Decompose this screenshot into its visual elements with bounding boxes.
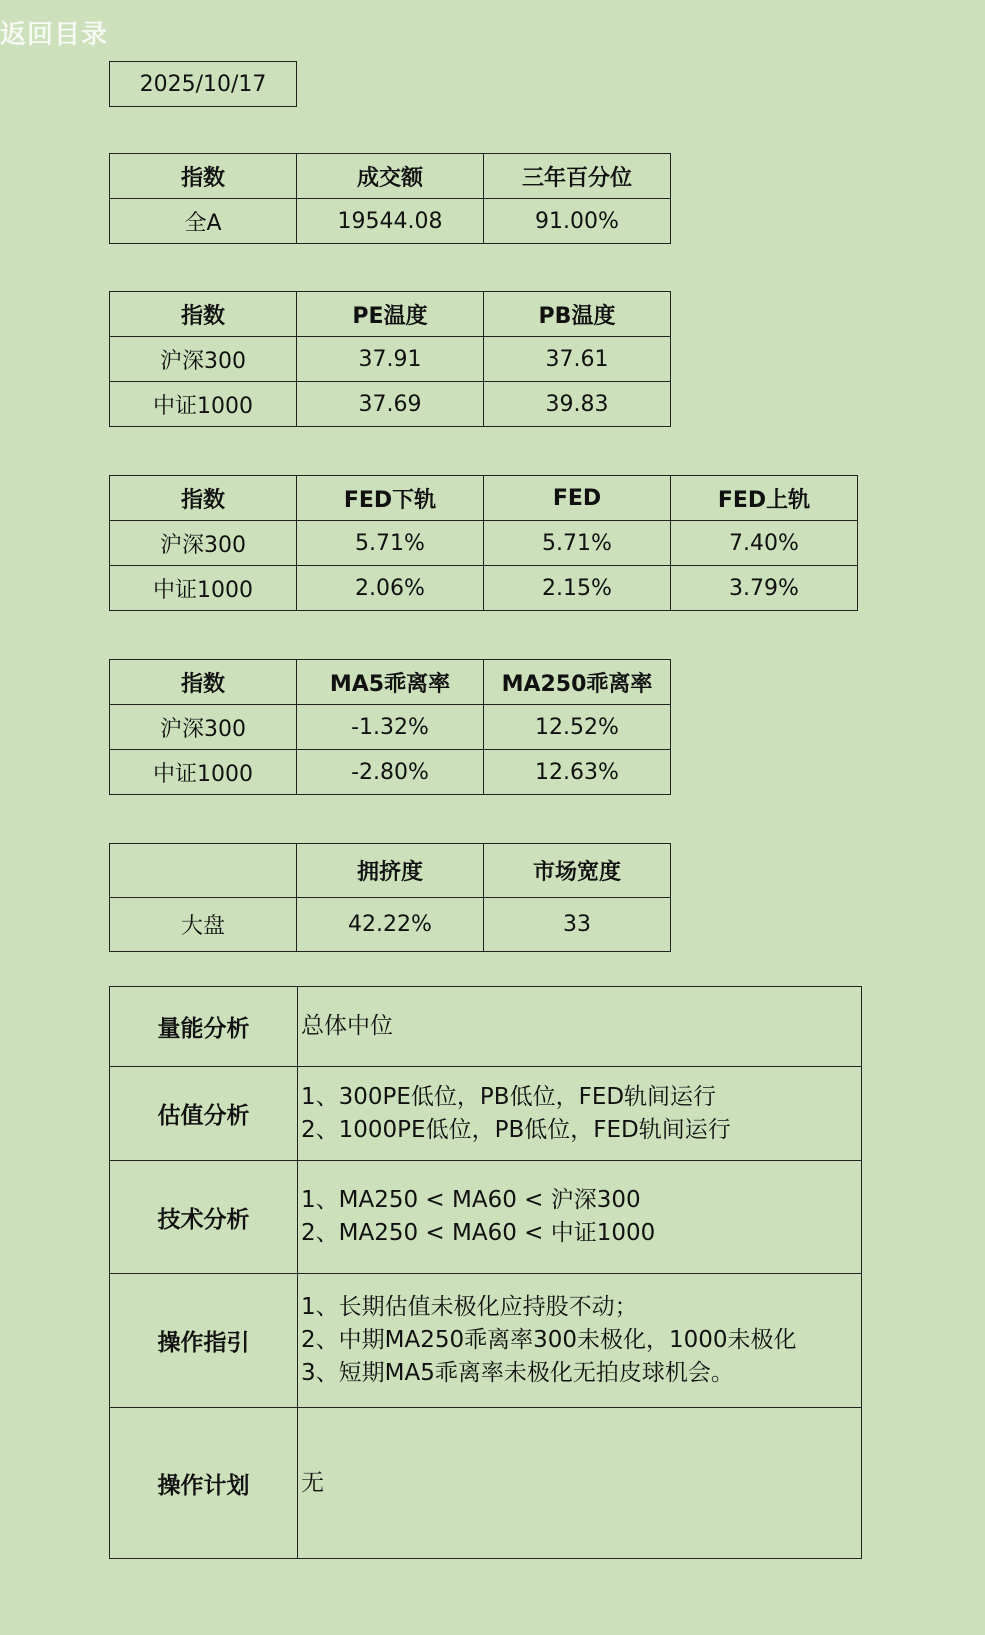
- analysis-row-plan: [110, 1408, 862, 1559]
- header-cell: PB温度: [484, 292, 671, 337]
- analysis-content: [298, 1274, 862, 1408]
- analysis-label: 操作指引: [110, 1274, 298, 1408]
- header-cell: 拥挤度: [297, 844, 484, 898]
- analysis-line: 总体中位: [301, 1013, 393, 1039]
- table-cell: 大盘: [110, 898, 297, 952]
- analysis-content: [298, 1408, 862, 1559]
- table-row: [110, 898, 671, 952]
- analysis-line: 1、MA250 < MA60 < 沪深300: [301, 1187, 641, 1213]
- back-to-contents-link[interactable]: 返回目录: [0, 20, 109, 50]
- table-row: [110, 566, 858, 611]
- table-cell: 5.71%: [484, 521, 671, 566]
- header-cell: 指数: [110, 154, 297, 199]
- analysis-line: 无: [301, 1469, 324, 1496]
- deviation-table: [109, 659, 671, 795]
- table-cell: 3.79%: [671, 566, 858, 611]
- header-cell: FED下轨: [297, 476, 484, 521]
- table-header-row: [110, 476, 858, 521]
- header-cell: MA250乖离率: [484, 660, 671, 705]
- analysis-row-technical: [110, 1161, 862, 1274]
- table-cell: 7.40%: [671, 521, 858, 566]
- table-cell: 39.83: [484, 382, 671, 427]
- analysis-line: 2、MA250 < MA60 < 中证1000: [301, 1220, 656, 1246]
- table-cell: 37.61: [484, 337, 671, 382]
- analysis-line: 3、短期MA5乖离率未极化无拍皮球机会。: [301, 1360, 734, 1386]
- table-row: [110, 705, 671, 750]
- analysis-line: 2、1000PE低位，PB低位，FED轨间运行: [301, 1116, 731, 1143]
- table-header-row: [110, 292, 671, 337]
- temperature-table: [109, 291, 671, 427]
- analysis-table: [109, 986, 862, 1559]
- header-cell: FED上轨: [671, 476, 858, 521]
- analysis-label: 估值分析: [110, 1067, 298, 1161]
- table-row: [110, 337, 671, 382]
- header-cell: 指数: [110, 292, 297, 337]
- header-cell: PE温度: [297, 292, 484, 337]
- analysis-row-valuation: [110, 1067, 862, 1161]
- table-cell: 中证1000: [110, 566, 297, 611]
- table-header-row: [110, 844, 671, 898]
- table-cell: 2.15%: [484, 566, 671, 611]
- table-cell: 12.52%: [484, 705, 671, 750]
- table-cell: 33: [484, 898, 671, 952]
- table-cell: 5.71%: [297, 521, 484, 566]
- analysis-line: 2、中期MA250乖离率300未极化，1000未极化: [301, 1327, 797, 1353]
- analysis-content: [298, 1067, 862, 1161]
- table-header-row: [110, 154, 671, 199]
- table-cell: 19544.08: [297, 199, 484, 244]
- table-cell: 中证1000: [110, 750, 297, 795]
- header-cell: 指数: [110, 660, 297, 705]
- table-row: [110, 750, 671, 795]
- analysis-label: 量能分析: [110, 987, 298, 1067]
- crowding-table: [109, 843, 671, 952]
- table-cell: 沪深300: [110, 337, 297, 382]
- header-cell: FED: [484, 476, 671, 521]
- fed-table: [109, 475, 858, 611]
- report-date: 2025/10/17: [109, 61, 297, 107]
- table-cell: 37.91: [297, 337, 484, 382]
- turnover-table: [109, 153, 671, 244]
- analysis-row-guidance: [110, 1274, 862, 1408]
- header-cell: 三年百分位: [484, 154, 671, 199]
- header-cell: 市场宽度: [484, 844, 671, 898]
- analysis-label: 技术分析: [110, 1161, 298, 1274]
- table-cell: 中证1000: [110, 382, 297, 427]
- table-cell: -1.32%: [297, 705, 484, 750]
- table-cell: 91.00%: [484, 199, 671, 244]
- header-cell: 成交额: [297, 154, 484, 199]
- table-cell: 42.22%: [297, 898, 484, 952]
- table-cell: -2.80%: [297, 750, 484, 795]
- table-header-row: [110, 660, 671, 705]
- table-cell: 12.63%: [484, 750, 671, 795]
- analysis-label: 操作计划: [110, 1408, 298, 1559]
- header-cell: 指数: [110, 476, 297, 521]
- analysis-line: 1、300PE低位，PB低位，FED轨间运行: [301, 1083, 717, 1110]
- analysis-content: [298, 987, 862, 1067]
- header-cell: MA5乖离率: [297, 660, 484, 705]
- analysis-row-volume: [110, 987, 862, 1067]
- analysis-line: 1、长期估值未极化应持股不动；: [301, 1294, 638, 1320]
- header-cell: [110, 844, 297, 898]
- table-cell: 沪深300: [110, 521, 297, 566]
- table-row: [110, 199, 671, 244]
- table-cell: 沪深300: [110, 705, 297, 750]
- table-cell: 2.06%: [297, 566, 484, 611]
- table-cell: 全A: [110, 199, 297, 244]
- table-row: [110, 382, 671, 427]
- table-cell: 37.69: [297, 382, 484, 427]
- analysis-content: [298, 1161, 862, 1274]
- table-row: [110, 521, 858, 566]
